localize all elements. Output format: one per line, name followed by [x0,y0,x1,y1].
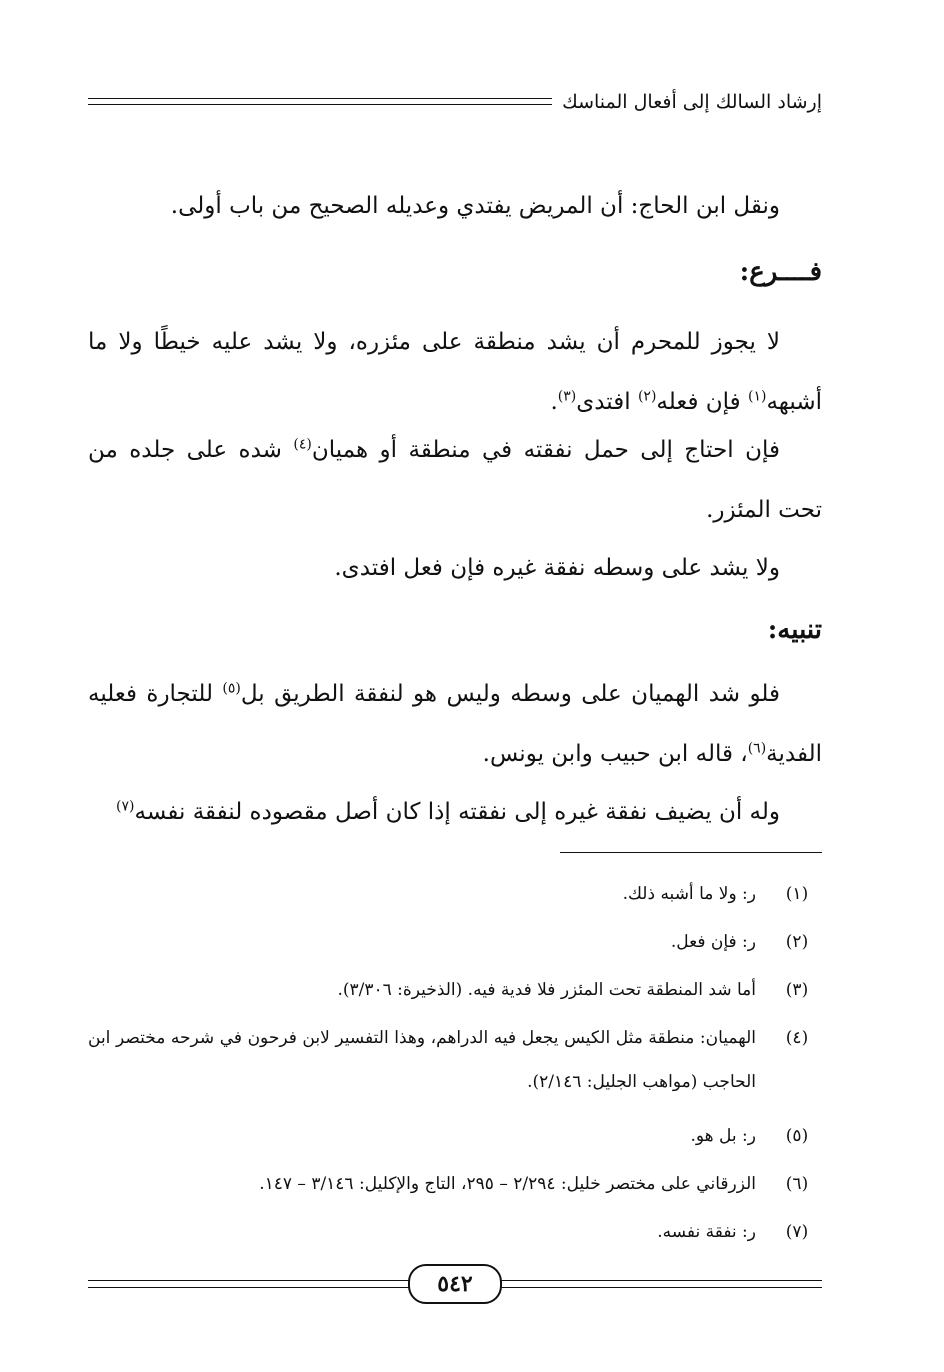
page-number: ٥٤٢ [408,1264,502,1304]
paragraph-5-text-b: للتجارة فعليه الفدية [88,681,822,767]
paragraph-3 [88,420,822,540]
footnote-text: أما شد المنطقة تحت المئزر فلا فدية فيه. (الذخيرة: ٣/٣٠٦). [337,980,756,1000]
paragraph-4: ولا يشد على وسطه نفقة غيره فإن فعل افتدى. [334,555,780,581]
paragraph-6-text-a: وله أن يضيف نفقة غيره إلى نفقته إذا كان أصل مقصوده لنفقة نفسه [134,799,780,825]
footnote-text: ر: بل هو. [690,1126,756,1146]
footnote-text: ر: ولا ما أشبه ذلك. [622,884,756,904]
footnote-number: (٦) [785,1174,809,1194]
footnote-1 [88,872,822,916]
footnote-ref-4: (٤) [293,436,312,453]
footnote-text: الزرقاني على مختصر خليل: ٢/٢٩٤ – ٢٩٥، التاج والإكليل: ٣/١٤٦ – ١٤٧. [259,1174,756,1194]
footnote-number: (٧) [785,1222,809,1242]
footnote-separator [560,852,822,853]
paragraph-2-text-d: . [550,389,558,415]
paragraph-6 [88,782,822,842]
footnote-text: ر: نفقة نفسه. [657,1222,756,1242]
footnote-number: (٤) [785,1028,809,1048]
footnote-text: الهميان: منطقة مثل الكيس يجعل فيه الدراهم، وهذا التفسير لابن فرحون في شرحه مختصر ابن الحاجب (مواهب الجليل: ٢/١٤٦). [88,1028,756,1092]
footnote-number: (١) [785,884,809,904]
paragraph-2-text-c: افتدى [576,389,638,415]
paragraph-2-text-b: فإن فعله [656,389,748,415]
footnote-text: ر: فإن فعل. [670,932,756,952]
footnote-6 [88,1162,822,1206]
footnote-ref-1: (١) [747,388,767,405]
page-footer [88,1264,822,1304]
footnote-3 [88,968,822,1012]
footnote-ref-7: (٧) [116,798,135,815]
footnote-number: (٣) [785,980,809,1000]
paragraph-1: ونقل ابن الحاج: أن المريض يفتدي وعديله الصحيح من باب أولى. [170,193,780,219]
paragraph-2 [88,312,822,432]
footnote-4 [88,1016,822,1104]
footnote-number: (٢) [785,932,809,952]
paragraph-5 [88,664,822,784]
section-heading-note: تنبيه: [767,615,822,645]
header-title: إرشاد السالك إلى أفعال المناسك [552,88,822,116]
footnote-2 [88,920,822,964]
footnote-number: (٥) [785,1126,809,1146]
running-header [88,88,822,116]
paragraph-3-text-b: شده على جلده من تحت المئزر. [88,437,822,523]
paragraph-3-text-a: فإن احتاج إلى حمل نفقته في منطقة أو هميان [311,437,781,463]
footnote-5 [88,1114,822,1158]
paragraph-2-text-a: لا يجوز للمحرم أن يشد منطقة على مئزره، ولا يشد عليه خيطًا ولا ما أشبهه [88,329,822,415]
footnote-ref-5: (٥) [222,680,241,697]
footnote-ref-3: (٣) [557,388,577,405]
footnote-ref-6: (٦) [747,740,767,757]
footnote-7 [88,1210,822,1254]
section-heading-branch: فــــرع: [739,257,822,287]
paragraph-5-text-a: فلو شد الهميان على وسطه وليس هو لنفقة الطريق بل [240,681,780,707]
paragraph-5-text-c: ، قاله ابن حبيب وابن يونس. [482,741,748,767]
footnote-ref-2: (٢) [637,388,657,405]
